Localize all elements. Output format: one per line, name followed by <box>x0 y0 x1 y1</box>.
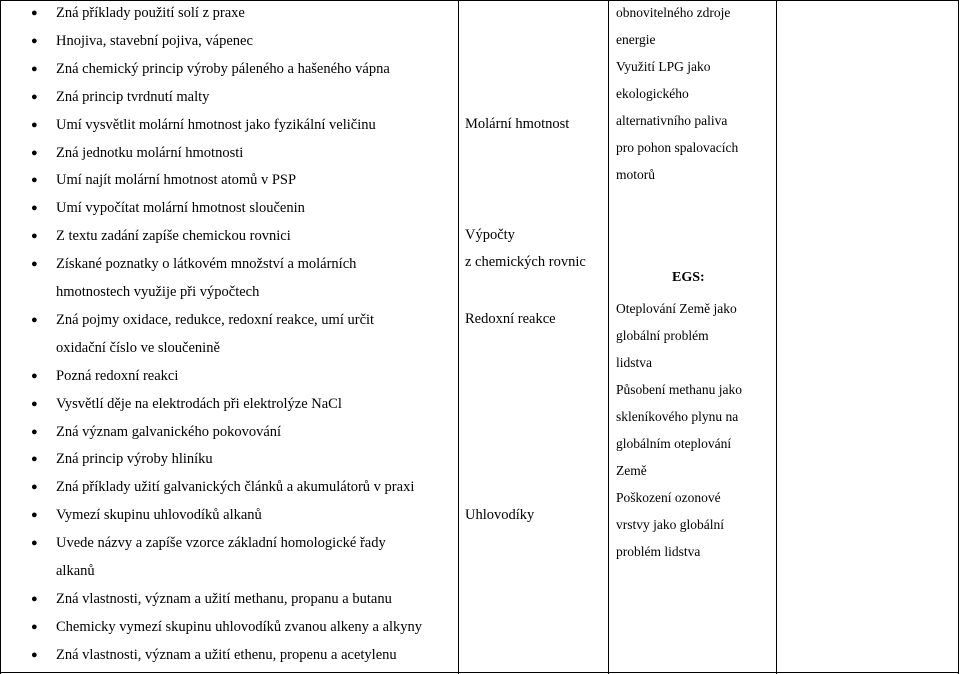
list-item-text: Zná vlastnosti, význam a užití methanu, propanu a butanu <box>56 590 392 607</box>
bullet-icon: ● <box>31 258 38 271</box>
list-item-text: Umí vysvětlit molární hmotnost jako fyzikální veličinu <box>56 116 376 133</box>
cross-topic-line: ekologického <box>616 86 689 101</box>
table-border-left <box>0 0 1 674</box>
cross-topic-line: energie <box>616 32 656 47</box>
topic-calculations-line1: Výpočty <box>465 227 515 243</box>
list-item-text: oxidační číslo ve sloučenině <box>56 339 220 356</box>
list-item-text: Umí najít molární hmotnost atomů v PSP <box>56 172 297 189</box>
bullet-icon: ● <box>31 592 38 605</box>
bullet-icon: ● <box>31 397 38 410</box>
cross-topic-line: problém lidstva <box>616 544 701 559</box>
table-border-bottom <box>0 672 959 673</box>
bullet-icon: ● <box>31 230 38 243</box>
list-item-text: Chemicky vymezí skupinu uhlovodíků zvanou alkeny a alkyny <box>56 618 423 635</box>
cross-topic-line: skleníkového plynu na <box>616 409 739 424</box>
cross-topic-line: Působení methanu jako <box>616 382 742 397</box>
bullet-icon: ● <box>31 509 38 522</box>
cross-topic-line: lidstva <box>616 355 652 370</box>
list-item-text: Zná chemický princip výroby páleného a hašeného vápna <box>56 60 390 77</box>
topic-hydrocarbons: Uhlovodíky <box>465 507 535 523</box>
bullet-icon: ● <box>31 537 38 550</box>
list-item-text: Zná jednotku molární hmotnosti <box>56 144 244 161</box>
bullet-icon: ● <box>31 7 38 19</box>
column-divider-3 <box>776 0 777 674</box>
cross-topic-line: obnovitelného zdroje <box>616 5 731 20</box>
cross-topic-line: vrstvy jako globální <box>616 517 724 532</box>
bullet-icon: ● <box>31 202 38 215</box>
bullet-icon: ● <box>31 146 38 159</box>
topic-calculations-line2: z chemických rovnic <box>465 254 586 270</box>
column-divider-1 <box>458 0 459 674</box>
bullet-icon: ● <box>31 34 38 47</box>
egs-heading: EGS: <box>672 270 705 285</box>
cross-topics-top <box>616 0 738 188</box>
cross-topic-line: motorů <box>616 167 655 182</box>
list-item-text: alkanů <box>56 563 95 579</box>
cross-topic-line: Poškození ozonové <box>616 490 721 505</box>
bullet-icon: ● <box>31 620 38 633</box>
topic-molar-mass: Molární hmotnost <box>465 116 570 132</box>
cross-topic-line: Země <box>616 463 647 478</box>
list-item-text: Hnojiva, stavební pojiva, vápenec <box>56 32 253 49</box>
list-item-text: Zná význam galvanického pokovování <box>56 423 282 440</box>
list-item-text: Uvede názvy a zapíše vzorce základní homologické řady <box>56 535 386 552</box>
list-item-text: Získané poznatky o látkovém množství a molárních <box>56 256 357 273</box>
list-item-text: Pozná redoxní reakci <box>56 367 179 384</box>
list-item-text: Vysvětlí děje na elektrodách při elektrolýze NaCl <box>56 395 342 412</box>
cross-topic-line: Využití LPG jako <box>616 59 711 74</box>
list-item-text: Zná pojmy oxidace, redukce, redoxní reakce, umí určit <box>56 311 375 328</box>
bullet-icon: ● <box>31 90 38 103</box>
list-item-text: Zná princip výroby hliníku <box>56 451 213 468</box>
cross-topic-line: globálním oteplování <box>616 436 732 451</box>
topic-redox: Redoxní reakce <box>465 311 556 327</box>
list-item-text: hmotnostech využije při výpočtech <box>56 284 260 300</box>
cross-topics-egs <box>616 295 742 565</box>
list-item-text: Umí vypočítat molární hmotnost sloučenin <box>56 200 305 217</box>
cross-topic-line: Oteplování Země jako <box>616 301 737 316</box>
list-item-text: Vymezí skupinu uhlovodíků alkanů <box>56 507 262 524</box>
list-item-text: Zná příklady užití galvanických článků a akumulátorů v praxi <box>56 479 415 496</box>
list-item-text: Zná princip tvrdnutí malty <box>56 88 210 105</box>
bullet-icon: ● <box>31 313 38 326</box>
cross-topic-line: alternativního paliva <box>616 113 728 128</box>
bullet-icon: ● <box>31 118 38 131</box>
bullet-icon: ● <box>31 62 38 75</box>
bullet-icon: ● <box>31 425 38 438</box>
bullet-icon: ● <box>31 369 38 382</box>
cross-topic-line: globální problém <box>616 328 709 343</box>
table-border-right <box>958 0 959 674</box>
bullet-icon: ● <box>31 174 38 187</box>
bullet-icon: ● <box>31 453 38 466</box>
column-divider-2 <box>608 0 609 674</box>
bullet-icon: ● <box>31 648 38 661</box>
list-item-text: Z textu zadání zapíše chemickou rovnici <box>56 228 291 245</box>
bullet-icon: ● <box>31 481 38 494</box>
list-item-text: Zná příklady použití solí z praxe <box>56 5 245 21</box>
list-item-text: Zná vlastnosti, význam a užití ethenu, propenu a acetylenu <box>56 646 397 663</box>
cross-topic-line: pro pohon spalovacích <box>616 140 739 155</box>
